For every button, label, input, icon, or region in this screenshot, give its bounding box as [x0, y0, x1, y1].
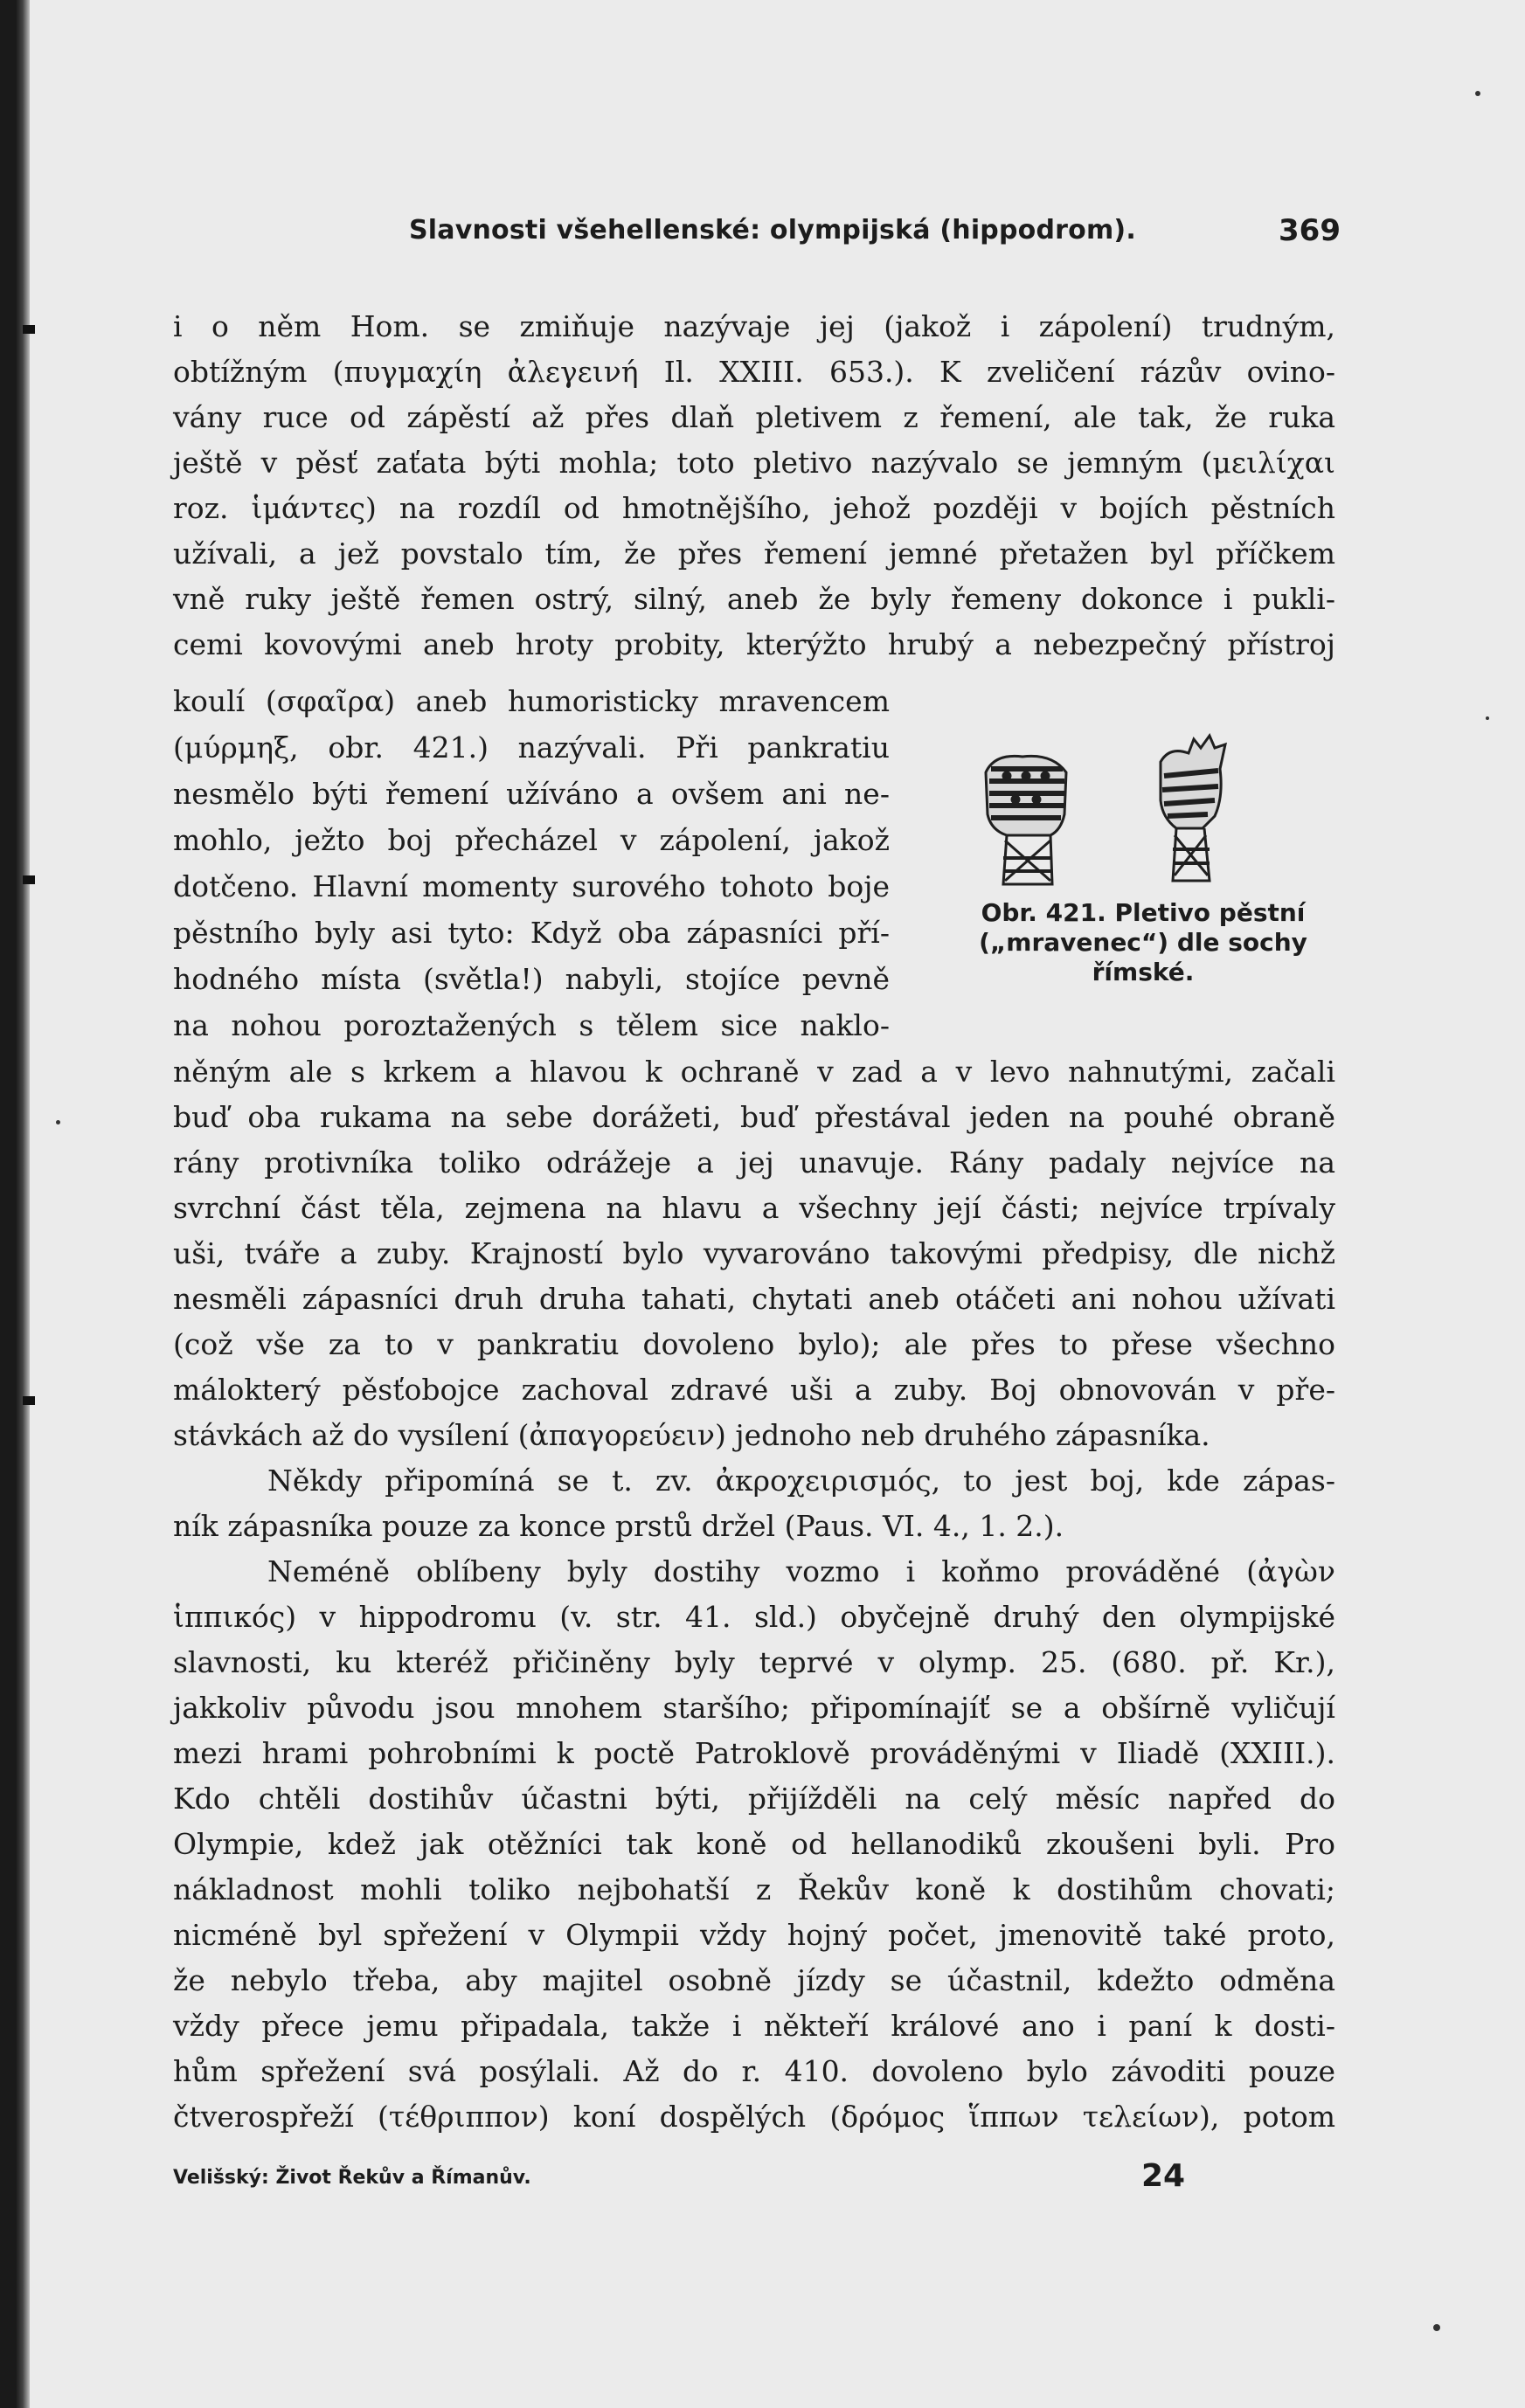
body-line: na nohou poroztažených s tělem sice naklo- — [173, 1008, 890, 1042]
paper-speck — [56, 1120, 60, 1124]
figure-caption — [942, 898, 1344, 987]
page-header — [173, 210, 1341, 262]
body-line: ἱππικός) v hippodromu (v. str. 41. sld.) obyčejně druhý den olympijské — [173, 1600, 1335, 1634]
body-line: slavnosti, ku kteréž přičiněny byly teprvé v olymp. 25. (680. př. Kr.), — [173, 1645, 1335, 1679]
spine-mark — [23, 325, 35, 334]
footer-author-title: Velišský: Život Řekův a Římanův. — [173, 2167, 531, 2189]
body-line: nákladnost mohli toliko nejbohatší z Řekův koně k dostihům chovati; — [173, 1872, 1335, 1906]
body-line: vždy přece jemu připadala, takže i někteří králové ano i paní k dosti- — [173, 2009, 1335, 2043]
figure-caption-line: římské. — [1092, 958, 1195, 986]
paper-speck — [1433, 2324, 1440, 2331]
body-line: hodného místa (světla!) nabyli, stojíce pevně — [173, 962, 890, 996]
body-line: mezi hrami pohrobními k poctě Patroklově prováděnými v Iliadě (XXIII.). — [173, 1736, 1335, 1770]
body-line: (což vše za to v pankratiu dovoleno bylo); ale přes to přese všechno — [173, 1327, 1335, 1361]
body-line: jakkoliv původu jsou mnohem staršího; připomínajíť se a obšírně vyličují — [173, 1691, 1335, 1725]
body-line: mohlo, ježto boj přecházel v zápolení, jakož — [173, 823, 890, 857]
spine-mark — [23, 875, 35, 884]
cestus-hand-right — [1161, 736, 1225, 881]
body-line: něným ale s krkem a hlavou k ochraně v zad a v levo nahnutými, začali — [173, 1055, 1335, 1089]
body-line: Neméně oblíbeny byly dostihy vozmo i koňmo prováděné (ἀγὼν — [267, 1554, 1335, 1588]
body-line: hům spřežení svá posýlali. Až do r. 410. dovoleno bylo závoditi pouze — [173, 2054, 1335, 2088]
page-number: 369 — [1279, 213, 1341, 248]
paper-speck — [1486, 716, 1489, 720]
body-line: roz. ἱμάντες) na rozdíl od hmotnějšího, jehož později v bojích pěstních — [173, 491, 1335, 525]
figure-illustration — [942, 727, 1344, 898]
body-line: Někdy připomíná se t. zv. ἀκροχειρισμός, to jest boj, kde zápas- — [267, 1463, 1335, 1498]
body-line: (μύρμηξ, obr. 421.) nazývali. Při pankratiu — [173, 730, 890, 765]
body-line: pěstního byly asi tyto: Když oba zápasníci pří- — [173, 916, 890, 950]
body-line: Kdo chtěli dostihův účastni býti, přijížděli na celý měsíc napřed do — [173, 1782, 1335, 1816]
spine-mark — [23, 1396, 35, 1405]
body-line: buď oba rukama na sebe dorážeti, buď přestával jeden na pouhé obraně — [173, 1100, 1335, 1134]
body-line: nesmělo býti řemení užíváno a ovšem ani ne- — [173, 777, 890, 811]
body-line: ještě v pěsť zaťata býti mohla; toto pletivo nazývalo se jemným (μειλίχαι — [173, 446, 1335, 480]
running-head: Slavnosti všehellenské: olympijská (hippodrom). — [409, 215, 1136, 246]
paper-speck — [1475, 91, 1480, 96]
book-page — [173, 0, 1341, 2408]
body-line: vány ruce od zápěstí až přes dlaň pletivem z řemení, ale tak, že ruka — [173, 400, 1335, 434]
sheet-signature-number: 24 — [1141, 2158, 1186, 2194]
body-line: svrchní část těla, zejmena na hlavu a všechny její části; nejvíce trpívaly — [173, 1191, 1335, 1225]
body-line: užívali, a jež povstalo tím, že přes řemení jemné přetažen byl příčkem — [173, 536, 1335, 571]
body-line: i o něm Hom. se zmiňuje nazývaje jej (jakož i zápolení) trudným, — [173, 309, 1335, 343]
body-line: čtverospřeží (τέθριππον) koní dospělých (δρόμος ἵππων τελείων), potom — [173, 2100, 1335, 2134]
body-line: nesměli zápasníci druh druha tahati, chytati aneb otáčeti ani nohou užívati — [173, 1282, 1335, 1316]
figure-caption-line: Obr. 421. Pletivo pěstní — [981, 898, 1306, 927]
cestus-hand-left — [986, 756, 1066, 884]
body-line: vně ruky ještě řemen ostrý, silný, aneb že byly řemeny dokonce i pukli- — [173, 582, 1335, 616]
book-spine-shadow — [0, 0, 30, 2408]
figure-caption-line: („mravenec“) dle sochy — [979, 928, 1307, 957]
body-line: ník zápasníka pouze za konce prstů držel (Paus. VI. 4., 1. 2.). — [173, 1509, 1064, 1543]
body-line: stávkách až do vysílení (ἀπαγορεύειν) jednoho neb druhého zápasníka. — [173, 1418, 1210, 1452]
body-line: nicméně byl spřežení v Olympii vždy hojný počet, jmenovitě také proto, — [173, 1918, 1335, 1952]
body-line: dotčeno. Hlavní momenty surového tohoto boje — [173, 869, 890, 903]
figure-421 — [942, 727, 1344, 1024]
body-line: rány protivníka toliko odrážeje a jej unavuje. Rány padaly nejvíce na — [173, 1145, 1335, 1180]
body-line: cemi kovovými aneb hroty probity, kterýžto hrubý a nebezpečný přístroj — [173, 627, 1335, 661]
page-footer — [173, 2158, 1335, 2202]
body-line: Olympie, kdež jak otěžníci tak koně od hellanodiků zkoušeni byli. Pro — [173, 1827, 1335, 1861]
body-line: málokterý pěsťobojce zachoval zdravé uši a zuby. Boj obnovován v pře- — [173, 1373, 1335, 1407]
body-line: uši, tváře a zuby. Krajností bylo vyvarováno takovými předpisy, dle nichž — [173, 1236, 1335, 1270]
body-line: že nebylo třeba, aby majitel osobně jízdy se účastnil, kdežto odměna — [173, 1963, 1335, 1997]
body-line: obtížným (πυγμαχίη ἀλεγεινή Il. XXIII. 653.). K zveličení rázův ovino- — [173, 355, 1335, 389]
body-line: koulí (σφαῖρα) aneb humoristicky mravencem — [173, 684, 890, 718]
